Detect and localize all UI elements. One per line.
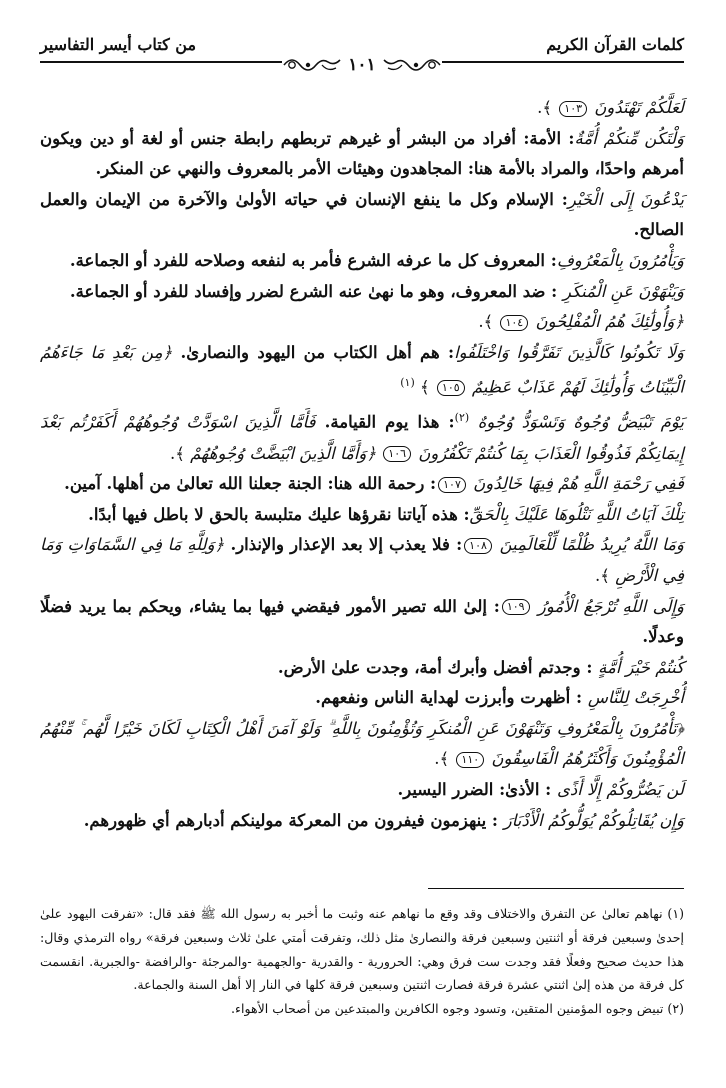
book-title: كلمات القرآن الكريم xyxy=(546,35,684,54)
quran-term: فَفِي رَحْمَةِ اللَّهِ هُمْ فِيهَا خَالِدُونَ xyxy=(473,474,684,494)
gloss-text: : ضد المعروف، وهو ما نهىٰ عنه الشرع لضرر وإفساد للفرد أو الجماعة. xyxy=(69,281,563,301)
page-body xyxy=(40,93,684,836)
gloss-text: : هذا يوم القيامة. xyxy=(315,412,455,432)
entry xyxy=(40,185,684,246)
gloss-label: : الأمة: xyxy=(523,128,575,148)
footnotes xyxy=(40,902,684,1021)
entry xyxy=(40,592,684,653)
entry xyxy=(40,775,684,806)
series-title: من كتاب أيسر التفاسير xyxy=(40,35,197,54)
quran-term: ﴿وَأُولَٰئِكَ هُمُ الْمُفْلِحُونَ xyxy=(535,312,684,332)
ayah-number: ١٠٧ xyxy=(438,477,466,493)
gloss-text: : هم أهل الكتاب من اليهود والنصارىٰ. xyxy=(172,342,455,362)
closing-bracket: ﴾. xyxy=(478,312,494,332)
entry xyxy=(40,338,684,404)
quran-term: يَوْمَ تَبْيَضُّ وُجُوهٌ وَتَسْوَدُّ وُجُوهٌ xyxy=(477,412,685,432)
quran-quote: ﴿مِن بَعْدِ مَا جَاءَهُمُ الْبَيِّنَاتُ وَأُولَٰئِكَ لَهُمْ عَذَابٌ عَظِيمٌ xyxy=(40,342,684,397)
gloss-text: أفراد من البشر أو غيرهم تربطهم رابطة جنس أو لغة أو دين ويكون أمرهم واحدًا، والمراد بالأمة هنا: المجاهدون وهيئات الأمر بالمعروف والنهي عن المنكر. xyxy=(40,128,684,179)
quran-term: كُنتُمْ خَيْرَ أُمَّةٍ xyxy=(598,657,684,677)
gloss-text: : فلا يعذب إلا بعد الإعذار والإنذار. xyxy=(224,535,463,555)
gloss-text: : ينهزمون فيفرون من المعركة مولينكم أدبارهم أي ظهورهم. xyxy=(83,810,504,830)
entry xyxy=(40,806,684,837)
closing-bracket: ﴾. xyxy=(595,565,610,585)
ornament-left-icon xyxy=(282,52,344,78)
gloss-text: : إلىٰ الله تصير الأمور فيقضي فيها بما يشاء، ويحكم بما يريد فضلًا وعدلًا. xyxy=(40,596,684,647)
entry xyxy=(40,530,684,591)
quran-term: لَعَلَّكُمْ تَهْتَدُونَ xyxy=(594,98,684,117)
gloss-text: : المعروف كل ما عرفه الشرع فأمر به لنفعه وصلاحه للفرد أو الجماعة. xyxy=(69,250,557,270)
quran-term: لَن يَضُرُّوكُمْ إِلَّا أَذًى xyxy=(557,780,684,800)
ornament-right-icon xyxy=(380,52,442,78)
ayah-number: ١٠٤ xyxy=(500,315,528,331)
quran-term: تِلْكَ آيَاتُ اللَّهِ نَتْلُوهَا عَلَيْكَ بِالْحَقِّ xyxy=(469,504,684,524)
footnote-ref[interactable]: (٢) xyxy=(454,411,470,425)
page-header xyxy=(40,30,684,80)
entry xyxy=(40,714,684,775)
quran-term: ﴿تَأْمُرُونَ بِالْمَعْرُوفِ وَتَنْهَوْنَ عَنِ الْمُنكَرِ وَتُؤْمِنُونَ بِاللَّهِ ۗ وَلَوْ آمَنَ أَهْلُ الْكِتَابِ لَكَانَ خَيْرًا لَّهُم ۚ مِّنْهُمُ الْمُؤْمِنُونَ وَأَكْثَرُهُمُ الْفَاسِقُونَ xyxy=(40,718,684,769)
gloss-text: : وجدتم أفضل وأبرك أمة، وجدت علىٰ الأرض. xyxy=(277,657,599,677)
gloss-text: : أظهرت وأبرزت لهداية الناس ونفعهم. xyxy=(315,688,588,708)
quran-term: وَلْتَكُن مِّنكُمْ أُمَّةٌ xyxy=(574,128,684,148)
entry xyxy=(40,653,684,684)
quran-quote-2: ﴿وَأَمَّا الَّذِينَ ابْيَضَّتْ وُجُوهُهُمْ xyxy=(190,443,382,463)
gloss-text: : هذه آياتنا نقرؤها عليك متلبسة بالحق لا باطل فيها أبدًا. xyxy=(88,504,470,524)
page-number: ١٠١ xyxy=(348,55,376,75)
quran-term: أُخْرِجَتْ لِلنَّاسِ xyxy=(587,688,684,708)
footnote-ref[interactable]: (١) xyxy=(400,376,415,390)
closing-bracket: ﴾. xyxy=(537,98,553,117)
entry xyxy=(40,307,684,338)
ayah-number: ١٠٦ xyxy=(383,446,411,462)
footnote: (٢) تبيض وجوه المؤمنين المتقين، وتسود وجوه الكافرين والمبتدعين من أصحاب الأهواء. xyxy=(231,1001,684,1017)
entry xyxy=(40,246,684,277)
quran-term: وَيَنْهَوْنَ عَنِ الْمُنكَرِ xyxy=(562,281,684,301)
footnote: (١) نهاهم تعالىٰ عن التفرق والاختلاف وقد وقع ما نهاهم عنه وثبت ما أخبر به رسول الله ﷺ فقد قال: «تفرقت اليهود علىٰ إحدىٰ وسبعين فرقة أو اثنتين وسبعين فرقة والنصارىٰ مثل ذلك، وتفرقت أمتي علىٰ ثلاث وسبعين فرقة» رواه الترمذي وقال: هذا حديث صحيح وفعلًا فقد وجدت ست فرق وهي: الحرورية - والقدرية -والجهمية -والمرجئة -والرافضة -والجبرية. انقسمت كل فرقة من هذه إلىٰ اثنتي عشرة فرقة فصارت اثنتين وسبعين فرقة كلها في النار إلا أهل السنة والجماعة. xyxy=(40,906,684,993)
ayah-number: ١٠٨ xyxy=(464,538,492,554)
gloss-text: : رحمة الله هنا: الجنة جعلنا الله تعالىٰ من أهلها. آمين. xyxy=(64,474,437,494)
entry xyxy=(40,93,684,124)
entry xyxy=(40,683,684,714)
closing-bracket: ﴾. xyxy=(169,443,185,463)
quran-term: وَمَا اللَّهُ يُرِيدُ ظُلْمًا لِّلْعَالَمِينَ xyxy=(499,535,684,555)
closing-bracket: ﴾. xyxy=(434,749,450,769)
entry xyxy=(40,124,684,185)
quran-quote: ﴿وَلِلَّهِ مَا فِي السَّمَاوَاتِ وَمَا فِي الْأَرْضِ xyxy=(40,535,684,585)
gloss-text: : الأذىٰ: الضرر اليسير. xyxy=(397,780,558,800)
entry xyxy=(40,277,684,308)
footnote-rule xyxy=(428,888,684,889)
ayah-number: ١٠٥ xyxy=(437,380,465,396)
ayah-number: ١٠٩ xyxy=(502,599,530,615)
quran-term: وَإِن يُقَاتِلُوكُمْ يُوَلُّوكُمُ الْأَدْبَارَ xyxy=(503,810,684,830)
header-ornament xyxy=(282,52,442,78)
ayah-number: ١١٠ xyxy=(456,752,484,768)
quran-term: وَإِلَى اللَّهِ تُرْجَعُ الْأُمُورُ xyxy=(537,596,684,616)
entry xyxy=(40,500,684,531)
entry xyxy=(40,403,684,469)
quran-term: وَيَأْمُرُونَ بِالْمَعْرُوفِ xyxy=(556,250,684,270)
quran-term: وَلَا تَكُونُوا كَالَّذِينَ تَفَرَّقُوا وَاخْتَلَفُوا xyxy=(454,342,684,362)
quran-term: يَدْعُونَ إِلَى الْخَيْرِ xyxy=(567,189,684,209)
closing-bracket: ﴾ xyxy=(419,377,430,397)
ayah-number: ١٠٣ xyxy=(559,101,587,117)
entry xyxy=(40,469,684,500)
gloss-text: : الإسلام وكل ما ينفع الإنسان في حياته الأولىٰ والآخرة من الإيمان والعمل الصالح. xyxy=(40,189,684,240)
quran-quote: فَأَمَّا الَّذِينَ اسْوَدَّتْ وُجُوهُهُمْ أَكَفَرْتُم بَعْدَ إِيمَانِكُمْ فَذُوقُوا الْعَذَابَ بِمَا كُنتُمْ تَكْفُرُونَ xyxy=(40,412,684,463)
